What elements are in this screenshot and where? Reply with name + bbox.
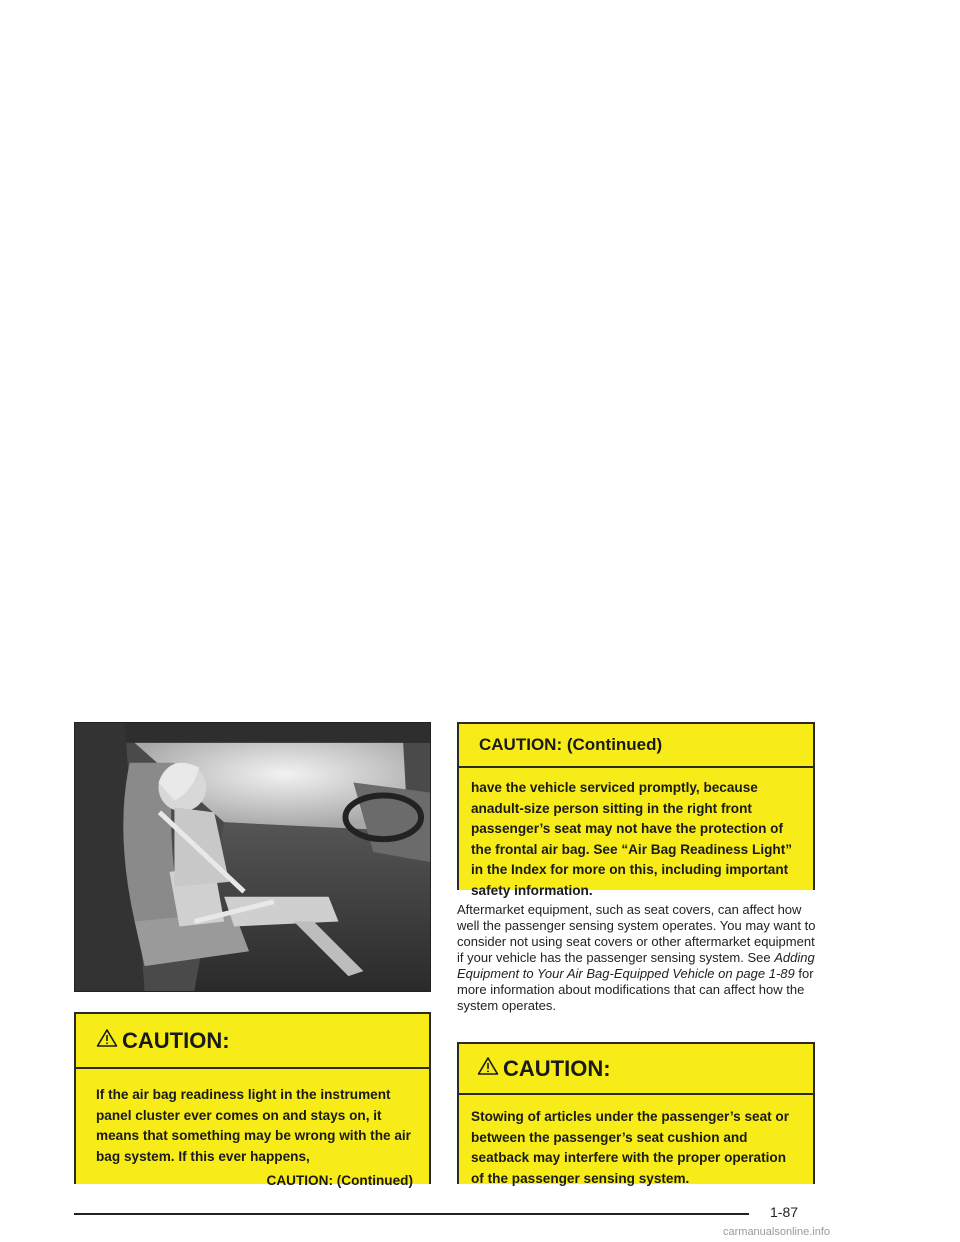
- caution-header: [459, 724, 813, 768]
- footer-rule: [74, 1213, 749, 1215]
- paragraph-text-start: Aftermarket equipment, such as seat covers, can affect how well the passenger sensing system operates. You may want to consider not using seat covers or other aftermarket equipment if your vehicle has the passenger sensing system. See: [457, 902, 816, 965]
- caution-box-continued: [457, 722, 815, 898]
- caution-box-stowing-articles: [457, 1042, 815, 1184]
- watermark: carmanualsonline.info: [723, 1226, 831, 1238]
- caution-box-air-bag-light: [74, 1012, 431, 1188]
- caution-body: [459, 768, 813, 898]
- caution-continued-label: CAUTION: (Continued): [266, 1173, 413, 1188]
- caution-title: CAUTION:: [122, 1027, 230, 1053]
- caution-body: [76, 1069, 429, 1188]
- caution-text: have the vehicle serviced promptly, because anadult-size person sitting in the right front passenger’s seat may not have the protection of the frontal air bag. See “Air Bag Readiness Light” in the Index for more on this, including important safety information.: [471, 780, 793, 898]
- caution-text: If the air bag readiness light in the instrument panel cluster ever comes on and stays on, it means that something may be wrong with the air bag system. If this ever happens,: [96, 1087, 411, 1164]
- cross-reference-link[interactable]: Adding Equipment to Your Air Bag-Equipped Vehicle on page 1-89: [457, 950, 815, 981]
- caution-header: [76, 1014, 429, 1069]
- caution-text: Stowing of articles under the passenger’s seat or between the passenger’s seat cushion and seatback may interfere with the proper operation of the passenger sensing system.: [471, 1109, 790, 1186]
- caution-body: [459, 1095, 813, 1184]
- warning-triangle-icon: [96, 1028, 118, 1053]
- caution-title: CAUTION:: [503, 1055, 611, 1081]
- paragraph-text-end: for more information about modifications that can affect how the system operates.: [457, 966, 814, 1013]
- aftermarket-equipment-paragraph: [457, 902, 817, 1014]
- caution-title: CAUTION: (Continued): [479, 735, 663, 754]
- warning-triangle-icon: [477, 1056, 499, 1081]
- passenger-seat-illustration: [74, 722, 431, 992]
- page-number: 1-87: [770, 1204, 799, 1220]
- caution-header: [459, 1044, 813, 1095]
